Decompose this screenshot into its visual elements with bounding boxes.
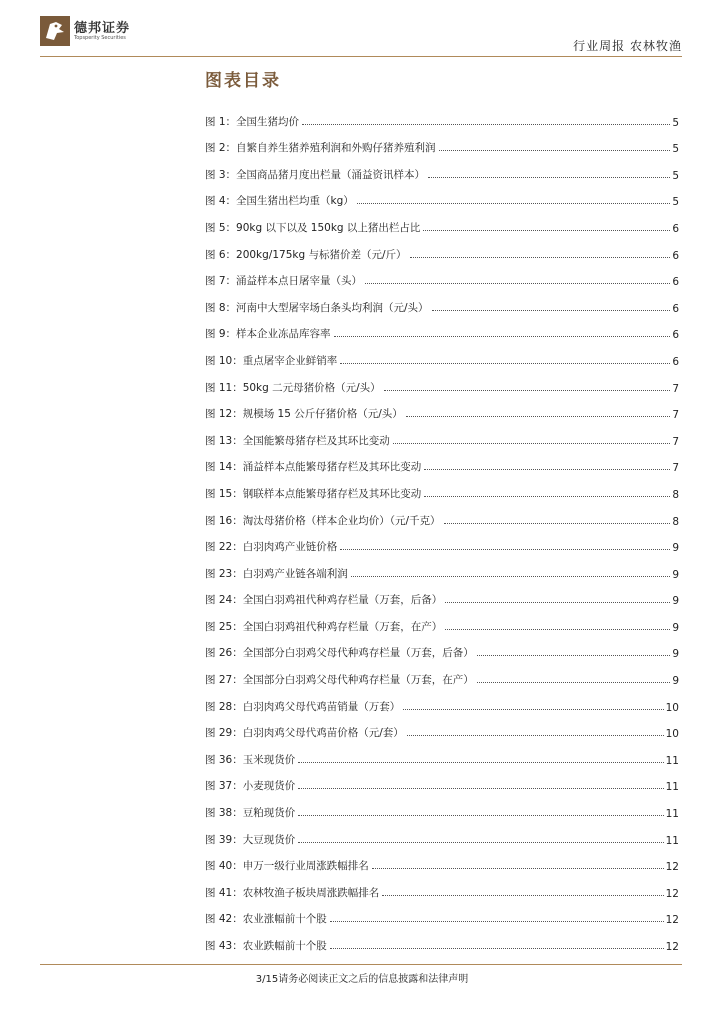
toc-entry[interactable] [205, 501, 679, 528]
toc-entry-label: 图 22：白羽肉鸡产业链价格 [205, 541, 338, 554]
toc-entry-label: 图 11：50kg 二元母猪价格（元/头） [205, 381, 381, 394]
toc-entry[interactable] [205, 740, 679, 767]
toc-entry-page: 6 [672, 276, 679, 289]
toc-entry-page: 12 [665, 887, 679, 900]
toc-entry-label: 图 41：农林牧渔子板块周涨跌幅排名 [205, 886, 380, 899]
toc-entry-page: 11 [665, 808, 679, 821]
toc-dot-leader [298, 842, 663, 843]
toc-entry[interactable] [205, 528, 679, 555]
toc-entry-page: 5 [672, 169, 679, 182]
toc-entry-page: 6 [672, 355, 679, 368]
toc-dot-leader [351, 576, 671, 577]
toc-dot-leader [444, 523, 671, 524]
toc-entry-label: 图 42：农业涨幅前十个股 [205, 913, 327, 926]
toc-entry-label: 图 43：农业跌幅前十个股 [205, 940, 327, 952]
brand-logo [40, 16, 140, 46]
toc-dot-leader [298, 788, 663, 789]
report-type: 行业周报 农林牧渔 [573, 39, 682, 53]
toc-entry-page: 12 [665, 914, 679, 927]
toc-entry[interactable] [205, 448, 679, 475]
toc-dot-leader [445, 629, 670, 630]
toc-entry[interactable] [205, 208, 679, 235]
toc-entry-label: 图 25：全国白羽鸡祖代种鸡存栏量（万套，在产） [205, 620, 443, 633]
toc-dot-leader [477, 682, 671, 683]
toc-dot-leader [372, 868, 664, 869]
toc-entry-label: 图 24：全国白羽鸡祖代种鸡存栏量（万套，后备） [205, 594, 443, 607]
toc-entry-page: 6 [672, 222, 679, 235]
toc-dot-leader [382, 895, 663, 896]
toc-dot-leader [403, 709, 663, 710]
toc-entry-page: 10 [665, 728, 679, 741]
toc-entry-label: 图 13：全国能繁母猪存栏及其环比变动 [205, 434, 390, 447]
toc-entry[interactable] [205, 820, 679, 847]
toc-entry[interactable] [205, 581, 679, 608]
toc-entry-page: 12 [665, 941, 679, 953]
toc-entry[interactable] [205, 102, 679, 129]
toc-dot-leader [445, 602, 670, 603]
toc-dot-leader [432, 310, 671, 311]
toc-entry[interactable] [205, 155, 679, 182]
toc-entry[interactable] [205, 395, 679, 422]
toc-entry-label: 图 7：涌益样本点日屠宰量（头） [205, 275, 363, 288]
toc-entry-label: 图 28：白羽肉鸡父母代鸡苗销量（万套） [205, 700, 401, 713]
toc-dot-leader [424, 469, 670, 470]
toc-entry-page: 9 [672, 621, 679, 634]
toc-entry[interactable] [205, 129, 679, 156]
toc-dot-leader [424, 496, 670, 497]
toc-dot-leader [477, 655, 671, 656]
toc-entry-page: 9 [672, 568, 679, 581]
toc-entry-page: 7 [672, 382, 679, 395]
header-divider [40, 56, 682, 57]
toc-entry-page: 11 [665, 754, 679, 767]
footer-divider [40, 964, 682, 965]
toc-entry-page: 10 [665, 701, 679, 714]
toc-entry[interactable] [205, 714, 679, 741]
toc-list [205, 102, 679, 953]
toc-entry[interactable] [205, 607, 679, 634]
toc-entry-page: 7 [672, 435, 679, 448]
toc-entry-label: 图 14：涌益样本点能繁母猪存栏及其环比变动 [205, 461, 422, 474]
toc-entry-label: 图 38：豆粕现货价 [205, 807, 296, 820]
toc-entry[interactable] [205, 767, 679, 794]
toc-entry-label: 图 9：样本企业冻品库容率 [205, 328, 331, 341]
toc-entry-label: 图 3：全国商品猪月度出栏量（涌益资讯样本） [205, 168, 426, 181]
toc-entry-page: 7 [672, 462, 679, 475]
toc-dot-leader [410, 257, 671, 258]
toc-entry[interactable] [205, 926, 679, 953]
toc-entry-label: 图 10：重点屠宰企业鲜销率 [205, 354, 338, 367]
toc-entry-page: 6 [672, 329, 679, 342]
toc-entry-label: 图 39：大豆现货价 [205, 833, 296, 846]
toc-entry-page: 9 [672, 542, 679, 555]
toc-entry[interactable] [205, 474, 679, 501]
toc-dot-leader [428, 177, 670, 178]
toc-entry-page: 7 [672, 409, 679, 422]
toc-entry[interactable] [205, 315, 679, 342]
toc-dot-leader [407, 735, 664, 736]
toc-dot-leader [365, 283, 670, 284]
toc-dot-leader [406, 416, 671, 417]
toc-dot-leader [298, 815, 663, 816]
toc-entry-page: 5 [672, 143, 679, 156]
toc-entry-label: 图 36：玉米现货价 [205, 753, 296, 766]
toc-entry-label: 图 23：白羽鸡产业链各端利润 [205, 567, 348, 580]
brand-name-cn: 德邦证券 [74, 21, 131, 36]
toc-dot-leader [334, 336, 671, 337]
toc-entry-page: 5 [672, 116, 679, 129]
toc-dot-leader [330, 921, 664, 922]
toc-entry-label: 图 37：小麦现货价 [205, 780, 296, 793]
toc-entry-label: 图 6：200kg/175kg 与标猪价差（元/斤） [205, 248, 407, 261]
toc-entry[interactable] [205, 793, 679, 820]
toc-dot-leader [357, 203, 671, 204]
toc-title: 图表目录 [205, 71, 281, 91]
toc-entry[interactable] [205, 660, 679, 687]
brand-name-en: Topsperity Securities [74, 35, 126, 41]
toc-entry-label: 图 1：全国生猪均价 [205, 115, 300, 128]
toc-entry-page: 9 [672, 595, 679, 608]
page-header [0, 0, 724, 60]
toc-entry[interactable] [205, 687, 679, 714]
toc-entry-page: 6 [672, 302, 679, 315]
toc-entry-label: 图 4：全国生猪出栏均重（kg） [205, 195, 354, 208]
toc-dot-leader [340, 363, 670, 364]
toc-entry[interactable] [205, 634, 679, 661]
brand-logo-icon [40, 16, 70, 46]
toc-entry[interactable] [205, 341, 679, 368]
toc-dot-leader [384, 390, 671, 391]
toc-dot-leader [298, 762, 663, 763]
toc-dot-leader [393, 443, 671, 444]
toc-entry-label: 图 40：申万一级行业周涨跌幅排名 [205, 860, 369, 873]
toc-entry[interactable] [205, 235, 679, 262]
toc-entry-label: 图 2：自繁自养生猪养殖利润和外购仔猪养殖利润 [205, 142, 436, 155]
toc-dot-leader [330, 948, 664, 949]
toc-dot-leader [302, 124, 670, 125]
toc-entry-page: 6 [672, 249, 679, 262]
toc-entry-label: 图 8：河南中大型屠宰场白条头均利润（元/头） [205, 301, 429, 314]
toc-entry[interactable] [205, 182, 679, 209]
toc-entry-page: 9 [672, 648, 679, 661]
toc-entry[interactable] [205, 288, 679, 315]
toc-entry-label: 图 16：淘汰母猪价格（样本企业均价）（元/千克） [205, 514, 441, 527]
toc-entry[interactable] [205, 900, 679, 927]
toc-entry-page: 8 [672, 515, 679, 528]
toc-entry-page: 11 [665, 834, 679, 847]
toc-dot-leader [340, 549, 670, 550]
toc-entry-label: 图 26：全国部分白羽鸡父母代种鸡存栏量（万套，后备） [205, 647, 474, 660]
toc-entry-label: 图 5：90kg 以下以及 150kg 以上猪出栏占比 [205, 221, 421, 234]
toc-entry-label: 图 27：全国部分白羽鸡父母代种鸡存栏量（万套，在产） [205, 674, 474, 687]
toc-entry-page: 12 [665, 861, 679, 874]
toc-entry-page: 8 [672, 488, 679, 501]
toc-entry-label: 图 29：白羽肉鸡父母代鸡苗价格（元/套） [205, 727, 404, 740]
toc-entry-page: 5 [672, 196, 679, 209]
toc-dot-leader [439, 150, 671, 151]
footer-disclaimer: 3/15请务必阅读正文之后的信息披露和法律声明 [255, 974, 469, 985]
toc-entry[interactable] [205, 873, 679, 900]
toc-entry[interactable] [205, 847, 679, 874]
toc-dot-leader [423, 230, 670, 231]
toc-entry-label: 图 12：规模场 15 公斤仔猪价格（元/头） [205, 408, 403, 421]
toc-entry-page: 9 [672, 675, 679, 688]
toc-entry[interactable] [205, 421, 679, 448]
toc-entry-label: 图 15：钢联样本点能繁母猪存栏及其环比变动 [205, 487, 422, 500]
toc-entry-page: 11 [665, 781, 679, 794]
toc-entry[interactable] [205, 554, 679, 581]
toc-entry[interactable] [205, 368, 679, 395]
toc-entry[interactable] [205, 262, 679, 289]
